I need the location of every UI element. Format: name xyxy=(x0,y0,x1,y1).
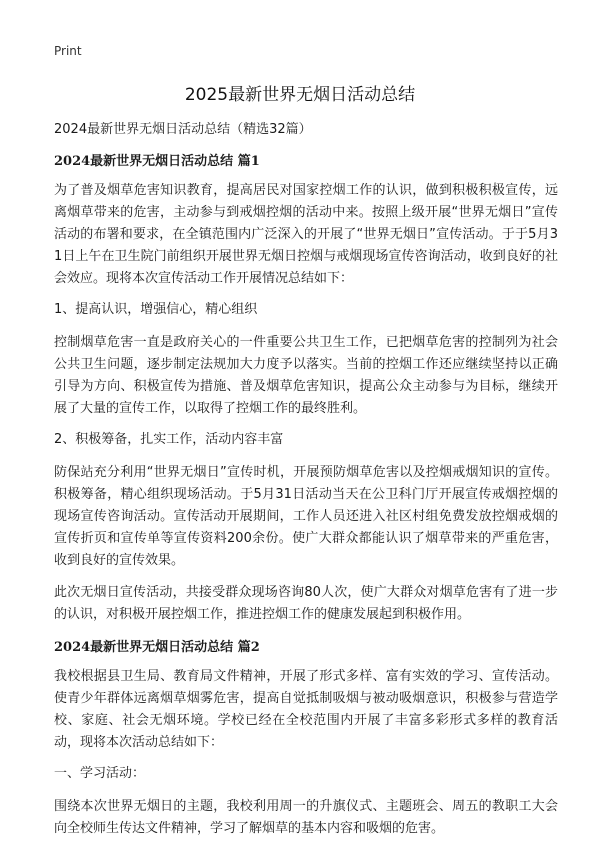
section-heading: 2024最新世界无烟日活动总结 篇1 xyxy=(54,154,260,169)
page-title: 2025最新世界无烟日活动总结 xyxy=(184,85,416,105)
paragraph: 我校根据县卫生局、教育局文件精神，开展了形式多样、富有实效的学习、宣传活动。使青少年群体远离烟草烟雾危害，提高自觉抵制吸烟与被动吸烟意识，积极参与营造学校、家庭、社会无烟环境。学校已经在全校范围内开展了丰富多彩形式多样的教育活动，现将本次活动总结如下： xyxy=(54,669,558,750)
paragraph: 控制烟草危害一直是政府关心的一件重要公共卫生工作，已把烟草危害的控制列为社会公共卫生问题，逐步制定法规加大力度予以落实。当前的控烟工作还应继续坚持以正确引导为方向、积极宣传为措施、普及烟草危害知识，提高公众主动参与为目标，继续开展了大量的宣传工作，以取得了控烟工作的最终胜利。 xyxy=(54,335,558,416)
print-label[interactable]: Print xyxy=(54,44,82,58)
list-item: 一、学习活动： xyxy=(54,766,146,781)
paragraph: 围绕本次世界无烟日的主题，我校利用周一的升旗仪式、主题班会、周五的教职工大会向全校师生传达文件精神，学习了解烟草的基本内容和吸烟的危害。 xyxy=(54,799,558,836)
list-item: 2、积极筹备，扎实工作，活动内容丰富 xyxy=(54,432,284,447)
paragraph: 为了普及烟草危害知识教育，提高居民对国家控烟工作的认识，做到积极积极宣传，远离烟草带来的危害，主动参与到戒烟控烟的活动中来。按照上级开展“世界无烟日”宣传活动的布署和要求，在全镇范围内广泛深入的开展了“世界无烟日”宣传活动。于于5月31日上午在卫生院门前组织开展世界无烟日控烟与戒烟现场宣传咨询活动，收到良好的社会效应。现将本次宣传活动工作开展情况总结如下： xyxy=(54,183,558,286)
paragraph: 此次无烟日宣传活动，共接受群众现场咨询80人次，使广大群众对烟草危害有了进一步的认识，对积极开展控烟工作，推进控烟工作的健康发展起到积极作用。 xyxy=(54,585,558,622)
section-heading: 2024最新世界无烟日活动总结 篇2 xyxy=(54,640,260,655)
document-body xyxy=(54,120,558,850)
list-item: 1、提高认识，增强信心，精心组织 xyxy=(54,302,258,317)
paragraph: 防保站充分利用“世界无烟日”宣传时机，开展预防烟草危害以及控烟戒烟知识的宣传。积极筹备，精心组织现场活动。于5月31日活动当天在公卫科门厅开展宣传戒烟控烟的现场宣传咨询活动。宣传活动开展期间，工作人员还进入社区村组免费发放控烟戒烟的宣传折页和宣传单等宣传资料200余份。使广大群众都能认识了烟草带来的严重危害，收到良好的宣传效果。 xyxy=(54,465,558,568)
document-subtitle: 2024最新世界无烟日活动总结（精选32篇） xyxy=(54,122,312,137)
